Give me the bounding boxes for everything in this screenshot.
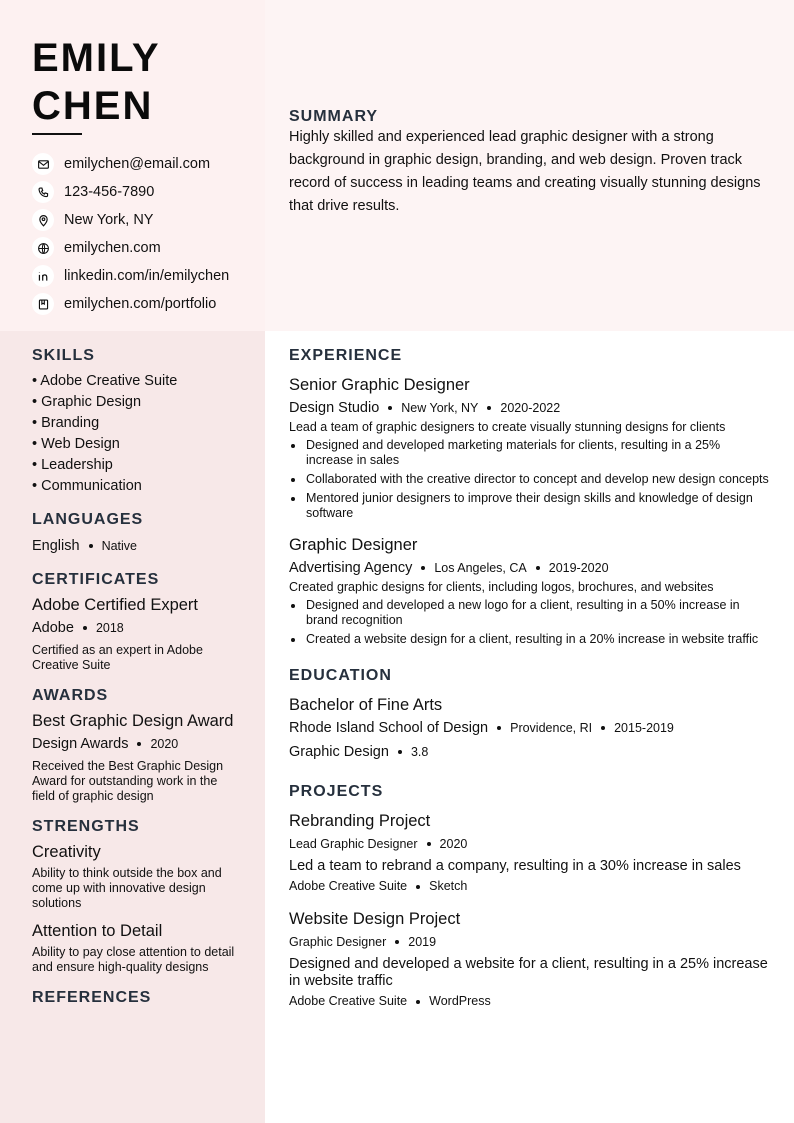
certificate-description: Certified as an expert in Adobe Creative Suite	[32, 643, 203, 672]
separator-dot	[601, 726, 605, 730]
job-bullet: Created a website design for a client, resulting in a 20% increase in website traffic	[289, 632, 769, 647]
separator-dot	[395, 940, 399, 944]
job-company: Advertising Agency	[289, 560, 413, 576]
education-dates: 2015-2019	[614, 721, 674, 735]
mail-icon	[32, 153, 54, 175]
project-year: 2020	[439, 837, 468, 851]
references-title: REFERENCES	[32, 989, 152, 1006]
project-meta	[289, 833, 769, 855]
strength-item	[32, 921, 242, 975]
contact-location	[32, 206, 262, 234]
job-location: Los Angeles, CA	[434, 561, 527, 575]
project-role: Lead Graphic Designer	[289, 837, 418, 851]
strength-description: Ability to think outside the box and come up with innovative design solutions	[32, 866, 222, 910]
linkedin-icon	[32, 265, 54, 287]
project-tool: Adobe Creative Suite	[289, 994, 408, 1008]
project-name: Rebranding Project	[289, 812, 431, 830]
contact-website[interactable]	[32, 234, 262, 262]
languages-title: LANGUAGES	[32, 511, 144, 528]
certificate-issuer: Adobe	[32, 620, 74, 636]
contact-list	[32, 150, 262, 318]
job-company: Design Studio	[289, 400, 380, 416]
language-name: English	[32, 538, 80, 554]
job-bullet: Designed and developed marketing materials for clients, resulting in a 25% increase in sales	[289, 438, 769, 468]
degree: Bachelor of Fine Arts	[289, 696, 443, 714]
projects-title: PROJECTS	[289, 783, 384, 800]
main-content	[289, 331, 769, 1010]
phone-icon	[32, 181, 54, 203]
contact-portfolio[interactable]	[32, 290, 262, 318]
award-issuer: Design Awards	[32, 736, 129, 752]
job-bullet: Mentored junior designers to improve their design skills and knowledge of design software	[289, 491, 769, 521]
project-name: Website Design Project	[289, 910, 461, 928]
language-level: Native	[101, 539, 137, 553]
awards-title: AWARDS	[32, 687, 109, 704]
contact-portfolio-text: emilychen.com/portfolio	[64, 296, 217, 312]
contact-linkedin-text: linkedin.com/in/emilychen	[64, 268, 230, 284]
education-section	[289, 667, 769, 763]
job-entry	[289, 535, 769, 647]
skills-section	[32, 347, 242, 497]
strengths-title: STRENGTHS	[32, 818, 140, 835]
portfolio-icon	[32, 293, 54, 315]
skill-item: • Adobe Creative Suite	[32, 373, 178, 389]
job-bullet: Designed and developed a new logo for a client, resulting in a 50% increase in brand recognition	[289, 598, 769, 628]
strength-name: Creativity	[32, 843, 101, 861]
strengths-section	[32, 818, 242, 975]
job-bullet-list	[289, 598, 769, 647]
major: Graphic Design	[289, 744, 389, 760]
name-divider	[32, 133, 82, 135]
contact-location-text: New York, NY	[64, 212, 154, 228]
name-line-2: CHEN	[32, 84, 154, 128]
project-tools	[289, 878, 769, 895]
summary-title: SUMMARY	[289, 108, 379, 125]
project-entry	[289, 909, 769, 1010]
awards-section	[32, 687, 242, 804]
separator-dot	[427, 842, 431, 846]
contact-email-text: emilychen@email.com	[64, 156, 211, 172]
job-entry	[289, 375, 769, 521]
gpa: 3.8	[410, 745, 429, 759]
education-title: EDUCATION	[289, 667, 392, 684]
project-tool: Sketch	[429, 879, 468, 893]
project-meta	[289, 931, 769, 953]
contact-linkedin[interactable]	[32, 262, 262, 290]
separator-dot	[487, 406, 491, 410]
separator-dot	[416, 885, 420, 889]
certificate-name: Adobe Certified Expert	[32, 596, 199, 614]
job-title: Senior Graphic Designer	[289, 376, 470, 394]
summary-section	[289, 108, 769, 218]
certificates-title: CERTIFICATES	[32, 571, 160, 588]
separator-dot	[137, 742, 141, 746]
projects-section	[289, 783, 769, 1010]
skill-item: • Communication	[32, 478, 142, 494]
certificate-year: 2018	[95, 621, 124, 635]
name-line-1: EMILY	[32, 36, 161, 80]
location-icon	[32, 209, 54, 231]
certificate-meta	[32, 617, 242, 639]
project-entry	[289, 811, 769, 895]
project-description: Led a team to rebrand a company, resulting in a 30% increase in sales	[289, 858, 741, 874]
project-description: Designed and developed a website for a client, resulting in a 25% increase in website traffic	[289, 956, 768, 989]
award-description: Received the Best Graphic Design Award for outstanding work in the field of graphic design	[32, 759, 224, 803]
school-location: Providence, RI	[510, 721, 593, 735]
project-tool: WordPress	[429, 994, 491, 1008]
skills-title: SKILLS	[32, 347, 95, 364]
separator-dot	[89, 544, 93, 548]
strength-name: Attention to Detail	[32, 922, 163, 940]
contact-phone[interactable]	[32, 178, 262, 206]
skill-item: • Leadership	[32, 457, 113, 473]
skill-item: • Web Design	[32, 436, 120, 452]
job-title: Graphic Designer	[289, 536, 418, 554]
strength-item	[32, 842, 242, 911]
separator-dot	[388, 406, 392, 410]
award-meta	[32, 733, 242, 755]
globe-icon	[32, 237, 54, 259]
separator-dot	[398, 750, 402, 754]
job-summary: Created graphic designs for clients, including logos, brochures, and websites	[289, 580, 714, 594]
job-location: New York, NY	[401, 401, 479, 415]
separator-dot	[416, 1000, 420, 1004]
school-name: Rhode Island School of Design	[289, 720, 489, 736]
languages-section	[32, 511, 242, 557]
references-section	[32, 989, 242, 1007]
award-year: 2020	[150, 737, 179, 751]
contact-phone-text: 123-456-7890	[64, 184, 155, 200]
sidebar-content	[32, 347, 242, 1021]
candidate-name	[32, 34, 252, 130]
separator-dot	[83, 626, 87, 630]
experience-title: EXPERIENCE	[289, 347, 403, 364]
job-meta	[289, 397, 769, 419]
job-dates: 2020-2022	[500, 401, 561, 415]
job-meta	[289, 557, 769, 579]
award-name: Best Graphic Design Award	[32, 712, 234, 730]
job-bullet: Collaborated with the creative director to concept and develop new design concepts	[289, 472, 769, 487]
experience-section	[289, 347, 769, 647]
education-major-row	[289, 741, 769, 763]
certificates-section	[32, 571, 242, 673]
project-tool: Adobe Creative Suite	[289, 879, 408, 893]
education-meta	[289, 717, 769, 739]
language-item	[32, 535, 242, 557]
project-tools	[289, 993, 769, 1010]
separator-dot	[421, 566, 425, 570]
skill-item: • Branding	[32, 415, 100, 431]
job-summary: Lead a team of graphic designers to create visually stunning designs for clients	[289, 420, 726, 434]
summary-text: Highly skilled and experienced lead graphic designer with a strong background in graphic design, branding, and web design. Proven track record of success in leading teams and creating visually stunning designs that drive results.	[289, 129, 761, 214]
job-bullet-list	[289, 438, 769, 521]
project-role: Graphic Designer	[289, 935, 387, 949]
project-year: 2019	[408, 935, 437, 949]
contact-website-text: emilychen.com	[64, 240, 161, 256]
contact-email[interactable]	[32, 150, 262, 178]
job-dates: 2019-2020	[548, 561, 609, 575]
skill-item: • Graphic Design	[32, 394, 142, 410]
separator-dot	[497, 726, 501, 730]
strength-description: Ability to pay close attention to detail and ensure high-quality designs	[32, 945, 235, 974]
separator-dot	[536, 566, 540, 570]
